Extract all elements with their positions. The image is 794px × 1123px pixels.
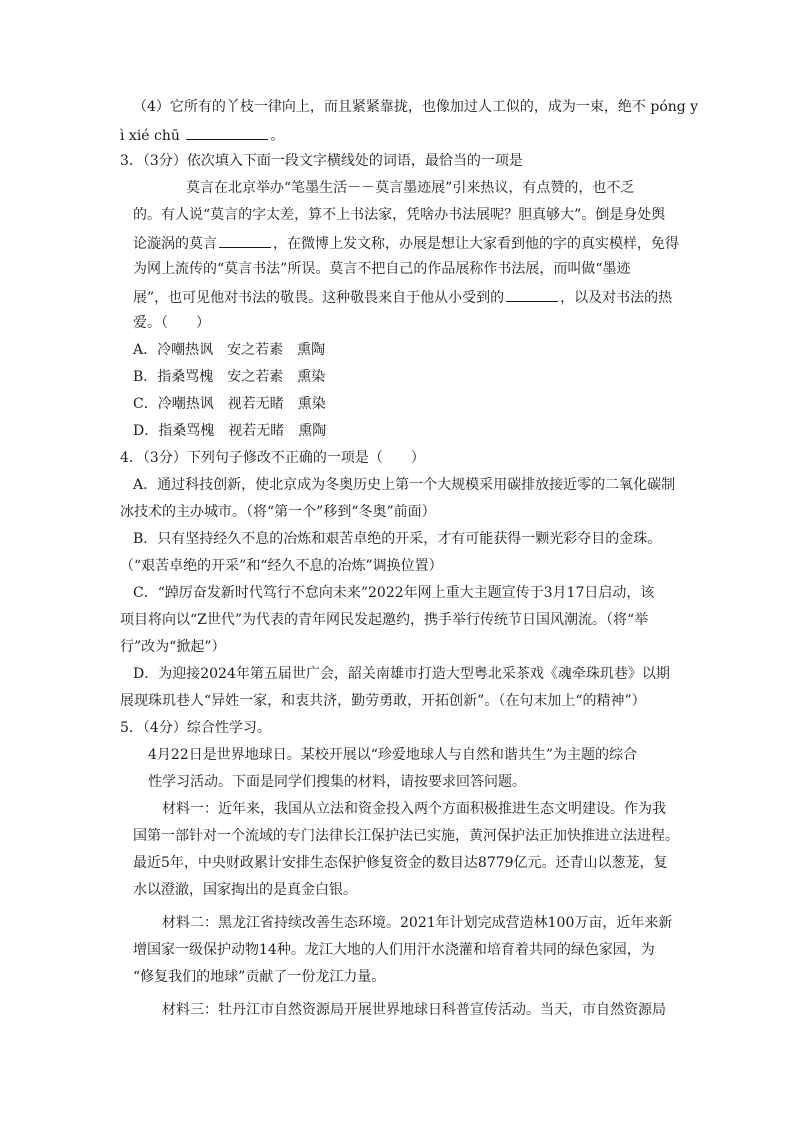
option-c-cont: 行”改为“掀起”） xyxy=(120,639,226,655)
material-2: “修复我们的地球”贡献了一份龙江力量。 xyxy=(133,969,386,985)
material-3: 材料三：牡丹江市自然资源局开展世界地球日科普宣传活动。当天，市自然资源局 xyxy=(162,1002,666,1018)
material-1: 最近5年，中央财政累计安排生态保护修复资金的数目达8779亿元。还青山以葱茏，复 xyxy=(133,855,668,871)
answer-blank[interactable] xyxy=(186,125,268,140)
option-d[interactable]: D．指桑骂槐 视若无睹 熏陶 xyxy=(133,423,327,439)
option-c[interactable]: C．冷嘲热讽 视若无睹 熏染 xyxy=(133,396,326,412)
option-b-cont: （“艰苦卓绝的开采”和“经久不息的冶炼”调换位置） xyxy=(120,558,443,574)
q3-para-line: 的。有人说“莫言的字太差，算不上书法家，凭啥办书法展呢？胆真够大”。倒是身处舆 xyxy=(133,207,666,223)
material-1: 国第一部针对一个流域的专门法律长江保护法已实施，黄河保护法正加快推进立法进程。 xyxy=(133,828,679,844)
q2-line-2 xyxy=(120,125,284,145)
q3-heading: 3．（3分）依次填入下面一段文字横线处的词语，最恰当的一项是 xyxy=(120,153,523,169)
material-2: 增国家一级保护动物14种。龙江大地的人们用汗水浇灌和培育着共同的绿色家园，为 xyxy=(133,942,655,958)
answer-blank[interactable] xyxy=(219,233,271,248)
q5-intro: 性学习活动。下面是同学们搜集的材料，请按要求回答问题。 xyxy=(148,774,526,790)
q2-period: 。 xyxy=(270,128,285,144)
q3-para-line: 爱。（ ） xyxy=(133,315,210,331)
option-c[interactable]: C．“踔厉奋发新时代笃行不怠向未来”2022年网上重大主题宣传于3月17日启动，该 xyxy=(133,585,655,601)
q3-para-line: 为网上流传的“莫言书法”所误。莫言不把自己的作品展称作书法展，而叫做“墨迹 xyxy=(133,261,631,277)
option-d-cont: 展现珠玑巷人“异姓一家，和衷共济，勤劳勇敢，开拓创新”。（在句末加上“的精神”） xyxy=(120,693,646,709)
option-a[interactable]: A．通过科技创新，使北京成为冬奥历史上第一个大规模采用碳排放接近零的二氧化碳制 xyxy=(133,477,676,493)
option-a[interactable]: A．冷嘲热讽 安之若素 熏陶 xyxy=(133,342,326,358)
option-a-cont: 冰技术的主办城市。（将“第一个”移到“冬奥”前面） xyxy=(120,504,436,520)
material-1: 材料一：近年来，我国从立法和资金投入两个方面积极推进生态文明建设。作为我 xyxy=(162,801,666,817)
q5-intro: 4月22日是世界地球日。某校开展以“珍爱地球人与自然和谐共生”为主题的综合 xyxy=(148,747,638,763)
option-b[interactable]: B．指桑骂槐 安之若素 熏染 xyxy=(133,369,326,385)
q5-heading: 5．（4分）综合性学习。 xyxy=(120,720,271,736)
q3-para-line xyxy=(133,233,679,253)
q3-text: ，在微博上发文称，办展是想让大家看到他的字的真实模样，免得 xyxy=(273,236,679,252)
option-c-cont: 项目将向以“Z世代”为代表的青年网民发起邀约，携手举行传统节日国风潮流。（将“举 xyxy=(120,612,649,628)
option-d[interactable]: D．为迎接2024年第五届世广会，韶关南雄市打造大型粤北采茶戏《魂牵珠玑巷》以期 xyxy=(133,666,670,682)
q3-para-line: 莫言在北京举办“笔墨生活－－莫言墨迹展”引来热议，有点赞的，也不乏 xyxy=(186,180,635,196)
q4-heading: 4．（3分）下列句子修改不正确的一项是（ ） xyxy=(120,450,425,466)
material-2: 材料二：黑龙江省持续改善生态环境。2021年计划完成营造林100万亩，近年来新 xyxy=(162,915,673,931)
q3-text: 展”，也可见他对书法的敬畏。这种敬畏来自于他从小受到的 xyxy=(133,290,505,306)
q3-para-line xyxy=(133,287,672,307)
q3-text: ，以及对书法的热 xyxy=(560,290,673,306)
answer-blank[interactable] xyxy=(506,287,558,302)
material-1: 水以澄澈，国家掏出的是真金白银。 xyxy=(133,882,357,898)
q3-text: 论漩涡的莫言 xyxy=(133,236,217,252)
option-b[interactable]: B．只有坚持经久不息的冶炼和艰苦卓绝的开采，才有可能获得一颗光彩夺目的金珠。 xyxy=(133,531,662,547)
q2-pinyin: ì xié chū xyxy=(120,128,180,144)
q2-line-1: （4）它所有的丫枝一律向上，而且紧紧靠拢，也像加过人工似的，成为一束，绝不 póng y xyxy=(133,99,699,115)
